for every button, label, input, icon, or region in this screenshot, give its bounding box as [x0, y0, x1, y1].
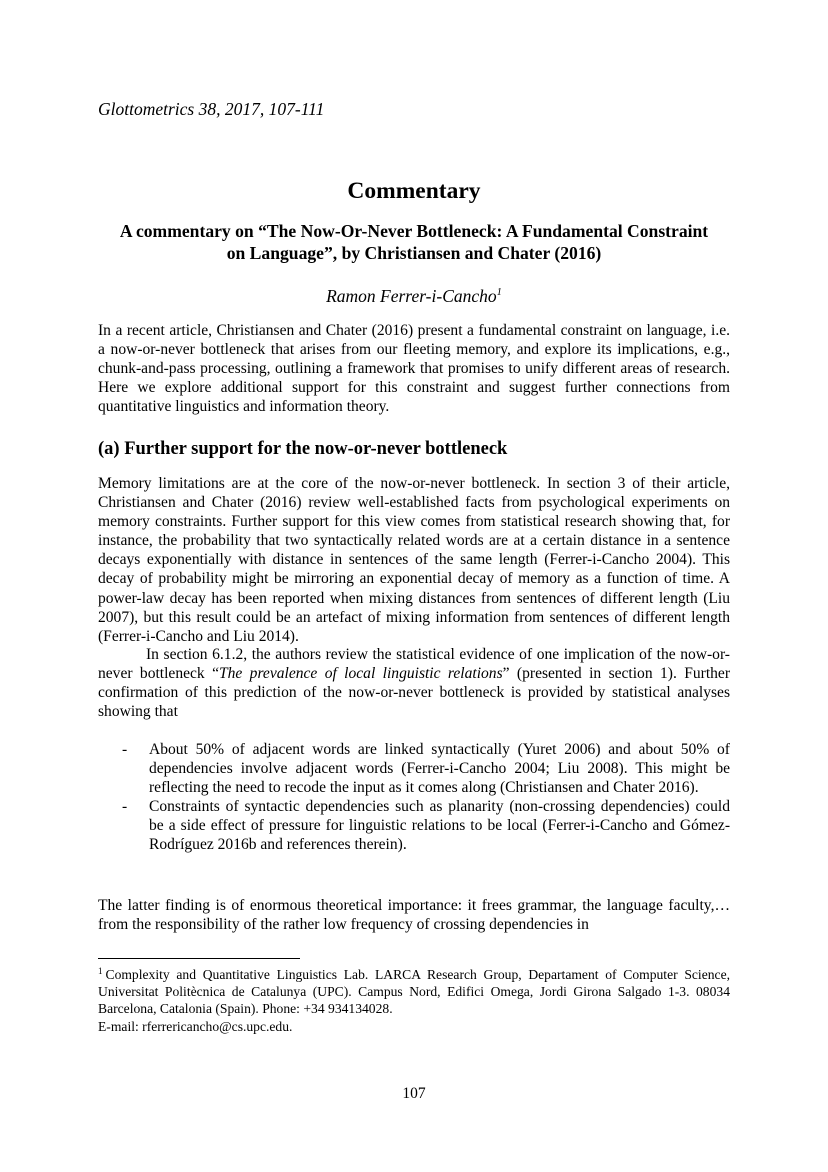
list-item [98, 740, 730, 797]
body-paragraph-2 [98, 645, 730, 721]
list-item-text: About 50% of adjacent words are linked syntactically (Yuret 2006) and about 50% of dependencies involve adjacent words (Ferrer-i-Cancho 2004; Liu 2008). This might be reflecting the need to recode the input as it comes along (Christiansen and Chater 2016). [149, 741, 730, 797]
footnote [98, 966, 730, 1035]
footnote-email: E-mail: rferrericancho@cs.upc.edu. [98, 1018, 293, 1034]
section-heading: (a) Further support for the now-or-never bottleneck [98, 439, 508, 459]
body-paragraph-3: The latter finding is of enormous theoretical importance: it frees grammar, the language faculty,… from the responsibility of the rather low frequency of crossing dependencies in [98, 897, 730, 934]
paragraph-2-text-end: ” (presented in section 1). Further confirmation of this prediction of the now-or-never bottleneck is provided by statistical analyses showing that [98, 665, 730, 721]
footnote-mark: 1 [98, 966, 103, 976]
section-kind-heading: Commentary [347, 178, 481, 204]
list-item-text: Constraints of syntactic dependencies such as planarity (non-crossing dependencies) could be a side effect of pressure for linguistic relations to be local (Ferrer-i-Cancho and Gómez-Rodríguez 2016b and references therein). [149, 798, 730, 854]
bullet-marker: - [122, 741, 128, 758]
paragraph-2-text-start: In section 6.1.2, the authors review the statistical evidence of one implication of the now-or-never bottleneck “ [98, 646, 730, 683]
abstract: In a recent article, Christiansen and Chater (2016) present a fundamental constraint on language, i.e. a now-or-never bottleneck that arises from our fleeting memory, and explore its implications, e.g., chunk-and-pass processing, outlining a framework that promises to unify different areas of research. Here we explore additional support for this constraint and suggest further connections from quantitative linguistics and information theory. [98, 322, 730, 416]
journal-citation: Glottometrics 38, 2017, 107-111 [98, 99, 325, 119]
paragraph-2-italic-quote: The prevalence of local linguistic relations [218, 665, 503, 683]
article-title: A commentary on “The Now-Or-Never Bottleneck: A Fundamental Constraint on Language”, by Christiansen and Chater (2016) [119, 221, 709, 263]
author-footnote-mark: 1 [496, 287, 502, 298]
bullet-marker: - [122, 798, 128, 816]
list-item [98, 797, 730, 854]
body-paragraph-1: Memory limitations are at the core of the now-or-never bottleneck. In section 3 of their article, Christiansen and Chater (2016) review well-established facts from psychological experiments on memory constraints. Further support for this view comes from statistical research showing that, for instance, the probability that two syntactically related words are at a certain distance in a sentence decays exponentially with distance in sentences of the same length (Ferrer-i-Cancho 2004). This decay of probability might be mirroring an exponential decay of memory as a function of time. A power-law decay has been reported when mixing distances from sentences of different length (Liu 2007), but this result could be an artefact of mixing information from sentences of different length (Ferrer-i-Cancho and Liu 2014). [98, 475, 730, 645]
footnote-divider [98, 958, 300, 959]
bullet-list [98, 740, 730, 855]
page-number: 107 [402, 1085, 426, 1102]
author-name: Ramon Ferrer-i-Cancho [326, 286, 497, 306]
author-line [0, 285, 828, 307]
footnote-text: Complexity and Quantitative Linguistics Lab. LARCA Research Group, Departament of Computer Science, Universitat Politècnica de Catalunya (UPC). Campus Nord, Edifici Omega, Jordi Girona Salgado 1-3. 08034 Barcelona, Catalonia (Spain). Phone: +34 934134028. [98, 967, 730, 1017]
